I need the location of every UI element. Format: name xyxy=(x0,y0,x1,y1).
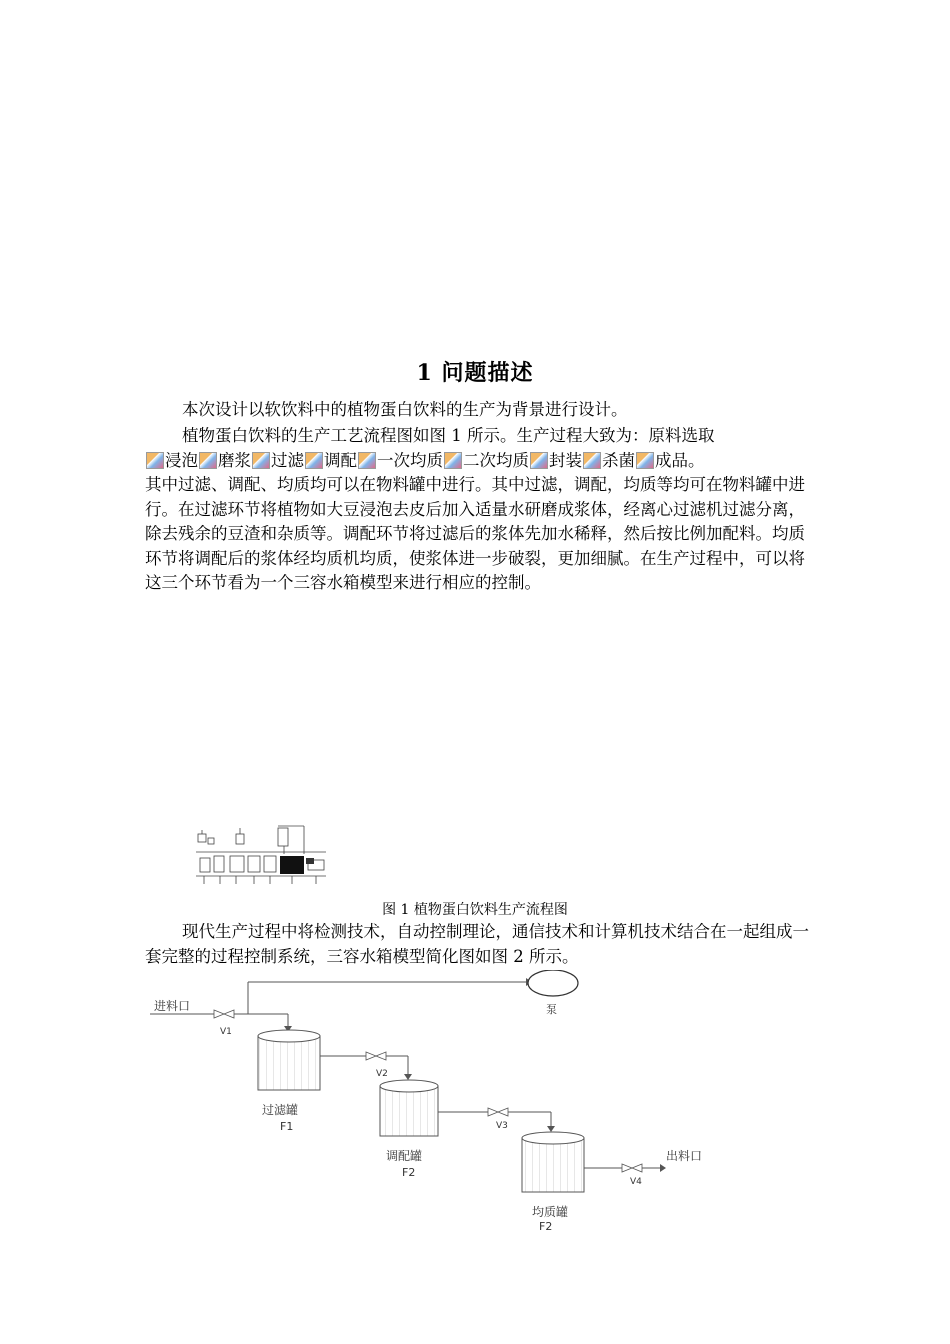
valve-v3-icon xyxy=(488,1108,508,1116)
figure1-caption: 图 1 植物蛋白饮料生产流程图 xyxy=(382,902,568,918)
paragraph-control-system: 现代生产过程中将检测技术，自动控制理论，通信技术和计算机技术结合在一起组成一套完整的过程控制系统，三容水箱模型简化图如图 2 所示。 xyxy=(145,922,809,966)
tank-f2 xyxy=(380,1080,438,1136)
arrow-image-icon xyxy=(305,452,323,469)
tank-f1 xyxy=(258,1030,320,1090)
arrow-image-icon xyxy=(358,452,376,469)
step-label: 杀菌 xyxy=(602,450,635,470)
pump-icon xyxy=(528,970,578,996)
production-flow-figure xyxy=(192,822,332,886)
arrow-image-icon xyxy=(146,452,164,469)
tank-f1-name: 过滤罐 xyxy=(262,1103,299,1117)
three-tank-diagram xyxy=(140,970,760,1240)
tank-f2-code: F2 xyxy=(402,1166,416,1179)
arrow-image-icon xyxy=(583,452,601,469)
valve-v1-label: V1 xyxy=(220,1027,232,1037)
step-label: 一次均质 xyxy=(377,450,443,470)
tank-f3-code: F2 xyxy=(539,1220,553,1233)
outlet-label: 出料口 xyxy=(666,1149,703,1163)
step-label: 磨浆 xyxy=(218,450,251,470)
inlet-label: 进料口 xyxy=(154,999,191,1013)
valve-v4-label: V4 xyxy=(630,1177,642,1187)
tank-f3 xyxy=(522,1132,584,1192)
step-label: 成品。 xyxy=(655,450,705,470)
step-label: 封装 xyxy=(549,450,582,470)
valve-v2-icon xyxy=(366,1052,386,1060)
step-label: 过滤 xyxy=(271,450,304,470)
arrow-image-icon xyxy=(252,452,270,469)
valve-v4-icon xyxy=(622,1164,642,1172)
pump-label: 泵 xyxy=(546,1003,557,1016)
step-label: 二次均质 xyxy=(463,450,529,470)
process-body: 其中过滤、调配、均质均可以在物料罐中进行。其中过滤，调配，均质等均可在物料罐中进行。在过滤环节将植物如大豆浸泡去皮后加入适量水研磨成浆体，经离心过滤机过滤分离，除去残余的豆渣和杂质等。调配环节将过滤后的浆体先加水稀释，然后按比例加配料。均质环节将调配后的浆体经均质机均质，使浆体进一步破裂，更加细腻。在生产过程中，可以将这三个环节看为一个三容水箱模型来进行相应的控制。 xyxy=(145,475,805,592)
paragraph-intro: 本次设计以软饮料中的植物蛋白饮料的生产为背景进行设计。 xyxy=(182,400,628,419)
tank-f2-name: 调配罐 xyxy=(386,1149,423,1163)
tank-f1-code: F1 xyxy=(280,1120,294,1133)
process-intro: 植物蛋白饮料的生产工艺流程图如图 1 所示。生产过程大致为：原料选取 xyxy=(182,426,715,445)
valve-v1-icon xyxy=(214,1010,234,1018)
paragraph-process xyxy=(145,424,810,596)
valve-v3-label: V3 xyxy=(496,1121,508,1131)
arrow-image-icon xyxy=(444,452,462,469)
arrow-image-icon xyxy=(199,452,217,469)
tank-f3-name: 均质罐 xyxy=(532,1205,569,1219)
step-label: 浸泡 xyxy=(165,450,198,470)
step-label: 调配 xyxy=(324,450,357,470)
arrow-image-icon xyxy=(530,452,548,469)
valve-v2-label: V2 xyxy=(376,1069,388,1079)
section-heading: 1 问题描述 xyxy=(416,360,534,386)
arrow-image-icon xyxy=(636,452,654,469)
